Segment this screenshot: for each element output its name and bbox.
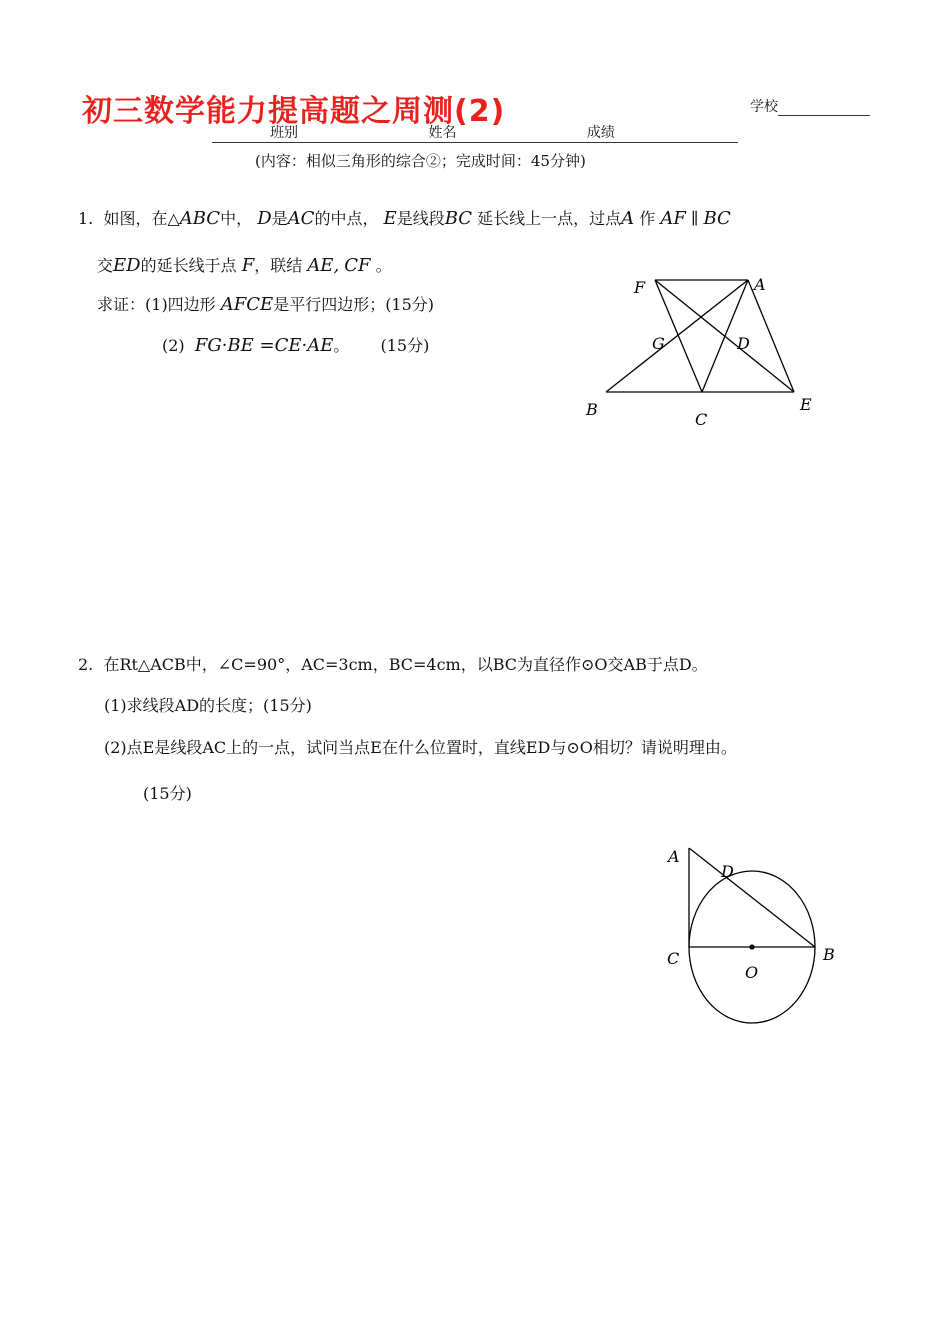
q1-text: 如图，在△	[103, 209, 180, 228]
q1-line2	[97, 253, 392, 276]
q1-text: 。	[375, 256, 392, 275]
center-point	[749, 944, 754, 949]
q1-part2	[162, 333, 429, 356]
school-field	[750, 96, 870, 116]
label-a: A	[754, 275, 766, 294]
label-c: C	[667, 949, 680, 968]
q1-math: E	[383, 208, 397, 229]
q2-number: 2.	[78, 655, 94, 674]
q1-math: F	[241, 255, 255, 276]
label-d: D	[737, 334, 750, 353]
q1-math: AF	[660, 208, 686, 229]
name-label: 姓名	[428, 125, 457, 141]
q1-part1-suffix: 是平行四边形；(15分)	[273, 295, 435, 314]
q1-text: 的延长线于点	[140, 256, 237, 275]
label-d: D	[721, 862, 734, 881]
q1-text: ，联结	[254, 256, 303, 275]
q1-math: A	[621, 208, 635, 229]
q2-figure	[655, 840, 845, 1035]
segment-ae	[748, 280, 794, 392]
q1-figure	[570, 262, 830, 437]
proof-label: 求证：	[97, 295, 146, 314]
segment-ab	[689, 848, 815, 947]
q1-line1	[78, 206, 731, 229]
label-o: O	[745, 963, 759, 982]
q1-text: 交	[97, 256, 114, 275]
q1-part1	[97, 292, 434, 315]
school-blank	[778, 101, 870, 116]
q1-math: CF	[344, 255, 371, 276]
q2-line1	[78, 652, 708, 675]
q1-math: ED	[113, 255, 141, 276]
label-e: E	[800, 395, 812, 414]
q1-text: 作	[639, 209, 656, 228]
q1-text: ∥	[690, 209, 699, 228]
q1-text: 是线段	[396, 209, 445, 228]
q1-math: AC	[287, 208, 315, 229]
content-note: (内容：相似三角形的综合②；完成时间：45分钟)	[255, 152, 586, 170]
q2-part2: (2)点E是线段AC上的一点，试问当点E在什么位置时，直线ED与⊙O相切？请说明理由。	[104, 738, 737, 757]
q2-statement: 在Rt△ACB中，∠C=90°，AC=3cm，BC=4cm，以BC为直径作⊙O交AB于点D。	[103, 655, 708, 674]
q1-math: ,	[333, 255, 340, 276]
q1-math: ABC	[179, 208, 221, 229]
q1-math: BC	[703, 208, 731, 229]
q1-part1-prefix: (1)四边形	[145, 295, 216, 314]
class-label: 班别	[270, 125, 298, 141]
q1-part2-math: FG·BE =CE·AE	[194, 335, 334, 356]
segment-ba	[606, 280, 748, 392]
label-c: C	[695, 410, 708, 429]
q1-math: D	[257, 208, 272, 229]
label-g: G	[652, 334, 665, 353]
q1-part2-prefix: (2)	[162, 336, 185, 355]
q1-text: 是	[271, 209, 288, 228]
score-label: 成绩	[586, 125, 615, 141]
q1-text: 的中点，	[314, 209, 379, 228]
page-title: 初三数学能力提高题之周测(2)	[82, 94, 506, 129]
q1-math: BC	[444, 208, 473, 229]
label-b: B	[823, 945, 835, 964]
q1-part2-suffix: 。	[333, 336, 350, 355]
q1-part2-points: (15分)	[380, 336, 430, 355]
q1-text: 中，	[220, 209, 253, 228]
label-b: B	[586, 400, 598, 419]
q1-number: 1.	[78, 209, 94, 228]
label-f: F	[634, 278, 646, 297]
school-label: 学校	[750, 99, 778, 115]
q1-part1-math: AFCE	[220, 294, 274, 315]
student-info-line	[212, 122, 738, 143]
q1-text: 延长线上一点，过点	[477, 209, 622, 228]
q2-part1: (1)求线段AD的长度；(15分)	[104, 696, 312, 715]
q1-math: AE	[307, 255, 334, 276]
label-a: A	[668, 847, 680, 866]
q2-part2-points: (15分)	[143, 784, 192, 803]
